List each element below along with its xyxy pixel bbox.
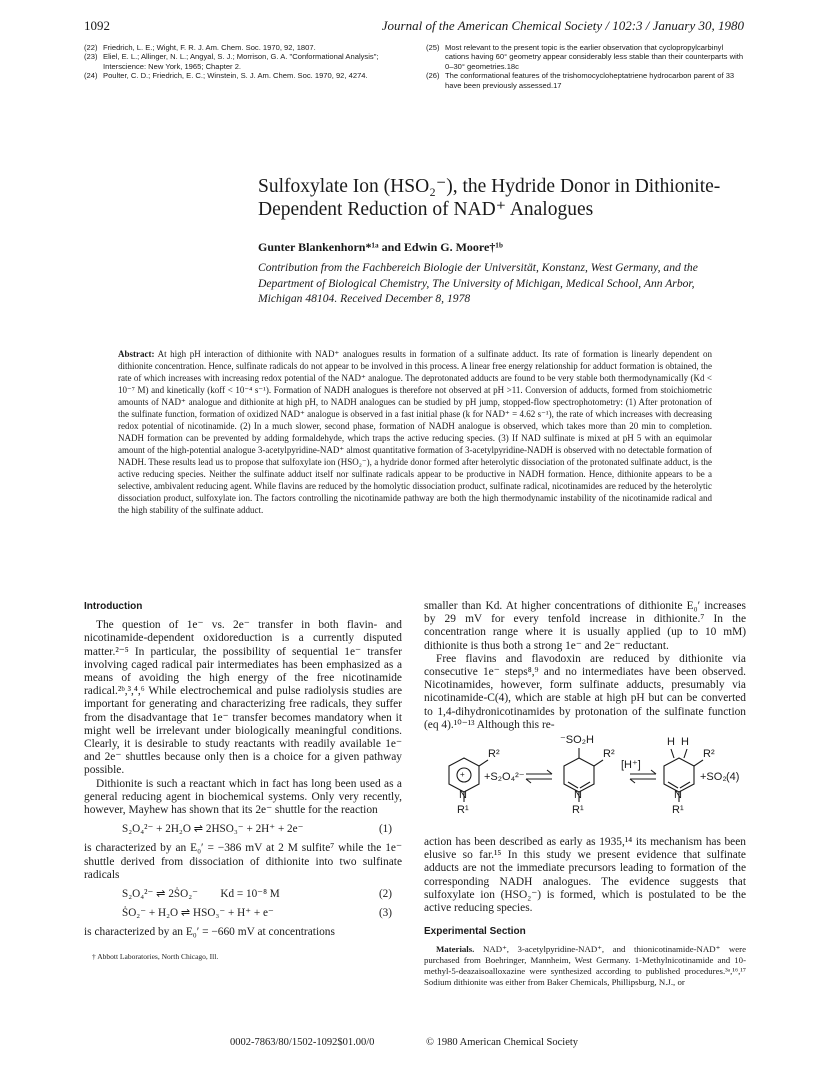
reference-item: (26) The conformational features of the trishomocycloheptatriene hydrocarbon parent of 33 have been previously assessed.17 (426, 71, 735, 90)
abstract-label: Abstract: (118, 349, 155, 359)
copyright: © 1980 American Chemical Society (426, 1037, 579, 1048)
equation-1: S₂O₄²⁻ + 2H₂O ⇌ 2HSO₃⁻ + 2H⁺ + 2e⁻ (1) (122, 823, 392, 836)
abstract (118, 348, 712, 516)
equation-number: (4) (726, 771, 740, 784)
substituent-label: R¹ (672, 804, 684, 817)
journal-running-head: Journal of the American Chemical Society / 102:3 / January 30, 1980 (381, 18, 744, 33)
reaction-scheme-eq4 (424, 734, 746, 830)
substituent-label: R¹ (572, 804, 584, 817)
substituent-label: R¹ (457, 804, 469, 817)
equation-2: S₂O₄²⁻ ⇌ 2ṠO₂⁻ Kd = 10⁻⁸ M (2) (122, 888, 392, 901)
paragraph-materials (424, 944, 746, 988)
equation-3: ṠO₂⁻ + H₂O ⇌ HSO₃⁻ + H⁺ + e⁻ (3) (122, 907, 392, 920)
nitrogen-label: N (574, 789, 582, 802)
section-heading-experimental: Experimental Section (424, 926, 526, 938)
nitrogen-label: N (459, 789, 467, 802)
section-heading-introduction: Introduction (84, 601, 143, 612)
paragraph: Dithionite is such a reactant which in fact has long been used as a general reducing agent in biochemical systems. Only very recently, however, Mayhew has shown that its 2e⁻ shuttle for the reaction (84, 777, 402, 817)
reaction-scheme-drawing (424, 734, 746, 830)
proton-label: [H⁺] (621, 759, 641, 772)
substituent-label: R² (603, 748, 615, 761)
positive-charge: + (460, 770, 465, 780)
top-references-right (426, 43, 748, 90)
paragraph: Free flavins and flavodoxin are reduced by dithionite via consecutive 1e⁻ steps⁸,⁹ and no intermediates have been observed. Nicotinamides, however, form sulfinate adducts, presumably via nicotinamide-C(4), which are stable at high pH but can be converted to 1,4-dihydronicotinamides by protonation of the sulfinate function (eq 4).¹⁰⁻¹³ Although this re- (424, 652, 746, 731)
article-authors: Gunter Blankenhorn*¹ᵃ and Edwin G. Moore†¹ᵇ (258, 240, 503, 254)
hydrogen-label: H H (667, 736, 689, 749)
right-column (424, 600, 746, 988)
paragraph: is characterized by an E₀′ = −386 mV at 2 M sulfite⁷ while the 1e⁻ shuttle derived from dissociation of dithionite into two sulfinate radicals (84, 842, 402, 881)
sulfinate-adduct-ring (564, 758, 594, 792)
left-column (84, 600, 402, 963)
nitrogen-label: N (674, 789, 682, 802)
top-references-left (84, 43, 400, 81)
page-number: 1092 (84, 18, 110, 33)
materials-label: Materials. (436, 944, 475, 955)
paragraph: action has been described as early as 1935,¹⁴ its mechanism has been elusive so far.¹⁵ In this study we present evidence that sulfinate adducts are not the immediate precursors leading to formation of the corresponding NADH analogues. The evidence suggests that sulfoxylate ion (HSO₂⁻) is formed, which is postulated to be the active reducing species. (424, 836, 746, 915)
paragraph: The question of 1e⁻ vs. 2e⁻ transfer in both flavin- and nicotinamide-dependent oxidoreduction is a currently disputed matter.²⁻⁵ In particular, the possibility of sequential 1e⁻ transfer involving caged radical pair intermediates has been emphasized as a means of avoiding the high energy of the free nicotinamide radical.²ᵇ,³,⁴,⁶ While electrochemical and pulse radiolysis studies are important for generating and characterizing free radicals, they suffer from the disadvantage that 1e⁻ transfer becomes mandatory when it might well be irrelevant under biologically meaningful conditions. Clearly, it is desirable to study reactants with readily available 1e⁻ and 2e⁻ shuttles because only then is a choice for a given pathway possible. (84, 619, 402, 777)
article-title: Sulfoxylate Ion (HSO₂⁻), the Hydride Donor in Dithionite-Dependent Reduction of NAD⁺ Analogues (258, 176, 721, 220)
paragraph: is characterized by an E₀′ = −660 mV at concentrations (84, 926, 335, 939)
sulfur-dioxide-label: +SO₂ (700, 771, 727, 784)
dithionite-label: +S₂O₄²⁻ (484, 771, 525, 784)
reference-item: (25) Most relevant to the present topic is the earlier observation that cyclopropylcarbinyl cations having 60° geometry appear considerably less stable than their counterparts with 0–30° geometries.18c (426, 43, 744, 71)
dihydropyridine-ring (664, 758, 694, 792)
paragraph: smaller than Kd. At higher concentrations of dithionite E₀′ increases by 29 mV for every tenfold increase in dithionite.⁷ In the concentration range where it is usually applied (up to 10 mM) dithionite is thus both a strong 1e⁻ and 2e⁻ reductant. (424, 600, 746, 652)
article-affiliation: Contribution from the Fachbereich Biologie der Universität, Konstanz, West Germany, and the Department of Biological Chemistry, The University of Michigan, Medical School, Ann Arbor, Michigan 48104. Received December 8, 1978 (258, 261, 698, 306)
substituent-label: R² (703, 748, 715, 761)
reference-item: (24) Poulter, C. D.; Friedrich, E. C.; Winstein, S. J. Am. Chem. Soc. 1970, 92, 4274. (84, 71, 368, 81)
author-footnote: † Abbott Laboratories, North Chicago, Ill. (92, 951, 219, 961)
sulfinate-label: ⁻SO₂ (560, 734, 586, 747)
hydrogen-label: H (586, 734, 594, 747)
article-code: 0002-7863/80/1502-1092$01.00/0 (230, 1037, 375, 1048)
reference-item: (23) Eliel, E. L.; Allinger, N. L.; Angyal, S. J.; Morrison, G. A. "Conformational Analysis"; Interscience: New York, 1965; Chapter 2. (84, 52, 379, 71)
abstract-text: At high pH interaction of dithionite with NAD⁺ analogues results in formation of a sulfinate adduct. Its rate of formation is linearly dependent on dithionite concentration. Hence, sulfinate radicals do not appear to be involved in this process. A linear free energy relationship for adduct formation is obtained, the rate of which increases with increasing redox potential of the NAD⁺ analogue. The deprotonated adducts are found to be very stable both thermodynamically (Kd < 10⁻⁷ M) and kinetically (koff < 10⁻⁴ s⁻¹). Formation of NADH analogues is therefore not observed at pH >11. Conversion of adducts, formed from stoichiometric amounts of NAD⁺ analogue and dithionite at high pH, to NADH analogues can be studied by pH jump, stopped-flow spectrophotometry: (1) After protonation of the sulfinate function, formation of oxidized NAD⁺ analogue is observed in a fast initial phase (k for NAD⁺ = 4.62 s⁻¹), the rate of which increases with decreasing redox potential of nicotinamide. (2) In a much slower, second phase, formation of NADH analogue is observed, which takes more than 20 min to completion. NADH formation can be prevented by adding formaldehyde, which traps the active reducing species. (3) If NAD sulfinate is mixed at pH 5 with an equimolar amount of the high-potential analogue 3-acetylpyridine-NAD⁺ almost quantitative formation of 3-acetylpyridine-NADH is observed with no detectable formation of NADH. These results lead us to propose that sulfoxylate ion (HSO₂⁻), a hydride donor formed after heterolytic dissociation of the protonated sulfinate adduct, is the active reducing species. Neither the sulfinate adduct itself nor sulfinate radicals appear to be productive in NADH formation. Hence, dithionite appears to be a selective, ambivalent reducing agent. While flavins are reduced by the homolytic dissociation product, sulfinate radical, nicotinamides are reduced by the heterolytic dissociation product, sulfoxylate ion. The factors controlling the nicotinamide pathway are both the high thermodynamic instability of the nicotinamide radical and the high stability of the sulfinate adduct. (118, 349, 712, 515)
substituent-label: R² (488, 748, 500, 761)
materials-text: NAD⁺, 3-acetylpyridine-NAD⁺, and thionicotinamide-NAD⁺ were purchased from Boehringer, Mannheim, West Germany. 1-Methylnicotinamide and 10-methyl-5-deazaisoalloxazine were synthesized according to published procedures.³ᵃ,¹⁶,¹⁷ Sodium dithionite was either from Baker Chemicals, Phillipsburg, N.J., or (424, 944, 746, 988)
reference-item: (22) Friedrich, L. E.; Wight, F. R. J. Am. Chem. Soc. 1970, 92, 1807. (84, 43, 316, 52)
